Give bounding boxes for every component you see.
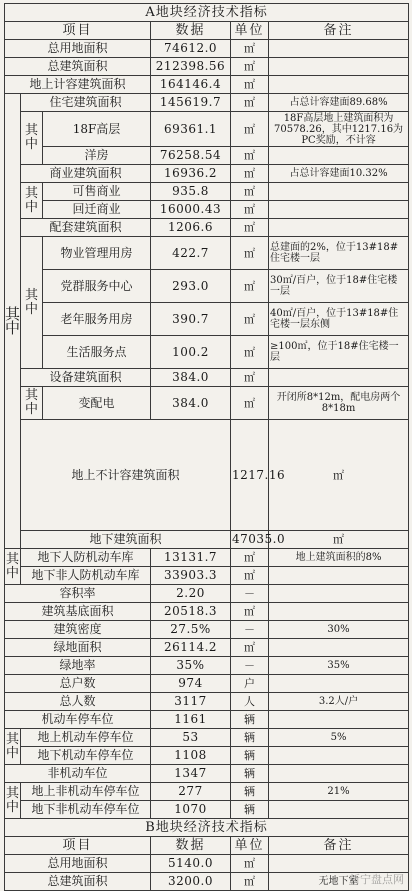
row-value: 145619.7: [151, 94, 231, 112]
group-qizhong: 其中: [5, 729, 21, 765]
group-qizhong-big: 其中: [5, 94, 21, 549]
row-remark: ≥100㎡，位于18#住宅楼一层: [269, 336, 409, 369]
row-unit: ㎡: [231, 549, 269, 567]
row-unit: ㎡: [231, 369, 269, 387]
row-value: 422.7: [151, 237, 231, 270]
table-row: [5, 237, 409, 270]
table-row: [5, 219, 409, 237]
row-label: 洋房: [43, 147, 151, 165]
row-value: 74612.0: [151, 40, 231, 58]
header-remark: 备注: [269, 837, 409, 855]
table-row: [5, 94, 409, 112]
row-label: 总人数: [5, 693, 151, 711]
table-row: [5, 873, 409, 891]
row-label: 商业建筑面积: [21, 165, 151, 183]
row-value: 3200.0: [151, 873, 231, 891]
row-unit: ㎡: [231, 183, 269, 201]
row-value: 76258.54: [151, 147, 231, 165]
watermark-text: 新宁盘点网: [349, 873, 404, 886]
table-b-title: B地块经济技术指标: [5, 819, 409, 837]
row-unit: ㎡: [231, 639, 269, 657]
row-label: 可售商业: [43, 183, 151, 201]
table-row: [5, 711, 409, 729]
row-value: 1206.6: [151, 219, 231, 237]
row-remark: 3.2人/户: [269, 693, 409, 711]
row-remark: 35%: [269, 657, 409, 675]
table-row: [5, 303, 409, 336]
table-a-title: A地块经济技术指标: [5, 4, 409, 22]
table-row: [5, 420, 409, 531]
table-row: [5, 387, 409, 420]
row-unit: 辆: [231, 783, 269, 801]
group-qizhong: 其中: [21, 387, 43, 420]
row-value: 1217.16: [231, 420, 269, 531]
row-remark: [269, 765, 409, 783]
table-row: [5, 369, 409, 387]
indicators-table: [4, 3, 409, 891]
row-remark: [269, 183, 409, 201]
row-remark: 占总计容建面89.68%: [269, 94, 409, 112]
header-data: 数据: [151, 22, 231, 40]
row-unit: 辆: [231, 801, 269, 819]
row-label: 总建筑面积: [5, 873, 151, 891]
table-row: [5, 549, 409, 567]
row-unit: ㎡: [231, 112, 269, 147]
row-label: 住宅建筑面积: [21, 94, 151, 112]
row-label: 地下非人防机动车库: [21, 567, 151, 585]
row-unit: ㎡: [231, 567, 269, 585]
header-unit: 单位: [231, 22, 269, 40]
row-unit: ㎡: [231, 58, 269, 76]
row-unit: 辆: [231, 747, 269, 765]
row-value: 935.8: [151, 183, 231, 201]
row-unit: 辆: [231, 711, 269, 729]
row-label: 非机动车位: [5, 765, 151, 783]
header-item: 项目: [5, 837, 151, 855]
table-row: [5, 40, 409, 58]
row-value: 1161: [151, 711, 231, 729]
row-unit: －: [231, 621, 269, 639]
row-value: 293.0: [151, 270, 231, 303]
row-label: 党群服务中心: [43, 270, 151, 303]
row-value: 33903.3: [151, 567, 231, 585]
group-qizhong: 其中: [5, 783, 21, 819]
table-row: [5, 603, 409, 621]
row-value: 212398.56: [151, 58, 231, 76]
table-row: [5, 112, 409, 147]
table-row: [5, 270, 409, 303]
row-remark: 无地下室: [269, 873, 409, 891]
row-remark: 21%: [269, 783, 409, 801]
row-unit: ㎡: [231, 76, 269, 94]
row-value: 277: [151, 783, 231, 801]
row-value: 1108: [151, 747, 231, 765]
table-row: [5, 621, 409, 639]
table-row: [5, 531, 409, 549]
row-label: 地下机动车停车位: [21, 747, 151, 765]
row-value: 16936.2: [151, 165, 231, 183]
row-value: 384.0: [151, 369, 231, 387]
row-remark: [269, 58, 409, 76]
row-value: 3117: [151, 693, 231, 711]
row-remark: [269, 147, 409, 165]
row-unit: ㎡: [231, 873, 269, 891]
row-unit: ㎡: [231, 201, 269, 219]
row-value: 390.7: [151, 303, 231, 336]
table-row: [5, 147, 409, 165]
row-remark: [269, 801, 409, 819]
header-unit: 单位: [231, 837, 269, 855]
row-value: 26114.2: [151, 639, 231, 657]
row-unit: ㎡: [231, 237, 269, 270]
row-remark: 30%: [269, 621, 409, 639]
row-remark: [269, 40, 409, 58]
row-unit: －: [231, 585, 269, 603]
table-row: [5, 801, 409, 819]
table-row: [5, 585, 409, 603]
row-label: 总建筑面积: [5, 58, 151, 76]
table-row: [5, 855, 409, 873]
table-row: [5, 747, 409, 765]
row-label: 绿地率: [5, 657, 151, 675]
row-label: 地上计容建筑面积: [5, 76, 151, 94]
row-unit: －: [231, 657, 269, 675]
row-label: 地上机动车停车位: [21, 729, 151, 747]
row-remark: 5%: [269, 729, 409, 747]
row-label: 地上非机动车停车位: [21, 783, 151, 801]
row-value: 2.20: [151, 585, 231, 603]
group-qizhong: 其中: [5, 549, 21, 585]
row-label: 绿地面积: [5, 639, 151, 657]
row-remark: [269, 639, 409, 657]
row-value: 35%: [151, 657, 231, 675]
row-value: 27.5%: [151, 621, 231, 639]
row-remark: 30㎡/百户，位于18#住宅楼一层: [269, 270, 409, 303]
row-label: 建筑密度: [5, 621, 151, 639]
row-value: 384.0: [151, 387, 231, 420]
row-remark: [269, 201, 409, 219]
row-value: 16000.43: [151, 201, 231, 219]
table-row: [5, 657, 409, 675]
row-label: 总用地面积: [5, 40, 151, 58]
row-label: 变配电: [43, 387, 151, 420]
table-row: [5, 165, 409, 183]
row-label: 容积率: [5, 585, 151, 603]
row-label: 设备建筑面积: [21, 369, 151, 387]
row-value: 53: [151, 729, 231, 747]
row-label: 地上不计容建筑面积: [21, 420, 231, 531]
row-label: 配套建筑面积: [21, 219, 151, 237]
row-remark: [269, 747, 409, 765]
row-unit: ㎡: [231, 147, 269, 165]
row-remark: 占总计容建面10.32%: [269, 165, 409, 183]
row-label: 总用地面积: [5, 855, 151, 873]
row-remark: [269, 711, 409, 729]
row-label: 18F高层: [43, 112, 151, 147]
table-row: [5, 76, 409, 94]
row-value: 13131.7: [151, 549, 231, 567]
row-remark: 40㎡/百户，位于13#18#住宅楼一层东侧: [269, 303, 409, 336]
row-label: 地下非机动车停车位: [21, 801, 151, 819]
row-label: 老年服务用房: [43, 303, 151, 336]
row-unit: ㎡: [231, 855, 269, 873]
table-row: [5, 693, 409, 711]
row-remark: 18F高层地上建筑面积为70578.26，其中1217.16为PC奖励，不计容: [269, 112, 409, 147]
table-row: [5, 183, 409, 201]
row-remark: [269, 603, 409, 621]
row-unit: ㎡: [231, 40, 269, 58]
table-row: [5, 201, 409, 219]
row-value: 5140.0: [151, 855, 231, 873]
row-unit: ㎡: [231, 165, 269, 183]
row-label: 地下人防机动车库: [21, 549, 151, 567]
table-row: [5, 567, 409, 585]
row-unit: 辆: [231, 729, 269, 747]
row-unit: ㎡: [231, 219, 269, 237]
row-value: 20518.3: [151, 603, 231, 621]
table-row: [5, 336, 409, 369]
row-label: 机动车停车位: [5, 711, 151, 729]
row-remark: [269, 219, 409, 237]
row-value: 164146.4: [151, 76, 231, 94]
row-remark: 开闭所8*12m，配电房两个8*18m: [269, 387, 409, 420]
row-unit: ㎡: [231, 387, 269, 420]
row-remark: 地上建筑面积的8%: [269, 549, 409, 567]
row-unit: 辆: [231, 765, 269, 783]
row-label: 地下建筑面积: [21, 531, 231, 549]
row-label: 总户数: [5, 675, 151, 693]
header-item: 项目: [5, 22, 151, 40]
row-remark: [269, 76, 409, 94]
row-label: 物业管理用房: [43, 237, 151, 270]
header-remark: 备注: [269, 22, 409, 40]
row-unit: ㎡: [269, 531, 409, 549]
row-value: 1070: [151, 801, 231, 819]
row-remark: [269, 567, 409, 585]
table-row: [5, 58, 409, 76]
group-qizhong: 其中: [21, 112, 43, 165]
row-label: 生活服务点: [43, 336, 151, 369]
row-unit: ㎡: [231, 94, 269, 112]
row-unit: ㎡: [231, 336, 269, 369]
group-qizhong: 其中: [21, 183, 43, 219]
row-unit: ㎡: [231, 603, 269, 621]
row-remark: [269, 855, 409, 873]
header-data: 数据: [151, 837, 231, 855]
row-value: 1347: [151, 765, 231, 783]
row-label: 回迁商业: [43, 201, 151, 219]
table-row: [5, 765, 409, 783]
row-remark: [269, 369, 409, 387]
row-value: 69361.1: [151, 112, 231, 147]
row-unit: 户: [231, 675, 269, 693]
table-row: [5, 783, 409, 801]
row-value: 100.2: [151, 336, 231, 369]
row-unit: ㎡: [231, 303, 269, 336]
row-unit: ㎡: [269, 420, 409, 531]
table-row: [5, 639, 409, 657]
row-remark: [269, 585, 409, 603]
table-row: [5, 729, 409, 747]
row-unit: ㎡: [231, 270, 269, 303]
group-qizhong: 其中: [21, 237, 43, 369]
row-remark: 总建面的2%，位于13#18#住宅楼一层: [269, 237, 409, 270]
row-value: 974: [151, 675, 231, 693]
row-label: 建筑基底面积: [5, 603, 151, 621]
row-remark: [269, 675, 409, 693]
row-unit: 人: [231, 693, 269, 711]
table-row: [5, 675, 409, 693]
row-value: 47035.0: [231, 531, 269, 549]
